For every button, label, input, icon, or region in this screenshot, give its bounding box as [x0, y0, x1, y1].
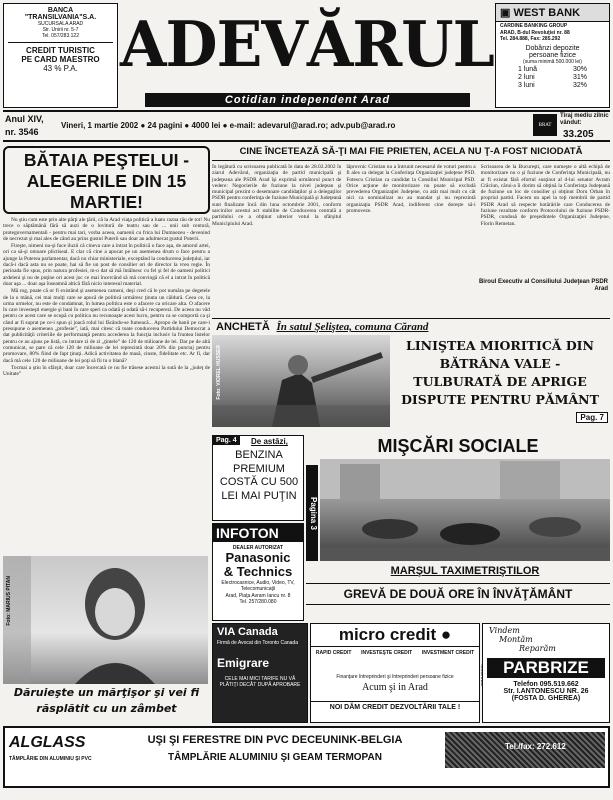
west-bank-address: ARAD, B-dul Revoluţiei nr. 88: [500, 30, 570, 36]
bank-name: "TRANSILVANIA"S.A.: [24, 14, 97, 21]
masthead-subtitle: Cotidian independent Arad: [145, 93, 470, 107]
parbrize-ad: [482, 623, 610, 723]
ancheta-headline[interactable]: LINIŞTEA MIORITICĂ DIN BĂTRÂNA VALE - TULBURATĂ DE APRIGE DISPUTE PENTRU PĂMÂNT: [401, 338, 599, 407]
bank-address: Str. Unirii nr. 5-7: [42, 27, 79, 33]
alglass-brand: ALGLASS: [9, 734, 86, 751]
parbrize-address: Str. I.ANTONESCU NR. 26: [503, 688, 589, 695]
parbrize-line-3: Reparăm: [519, 644, 556, 653]
microcredit-offer-2: INVESTEŞTE CREDIT: [361, 650, 413, 656]
bank-transilvania-ad: [3, 3, 118, 108]
circulation-label: Tiraj mediu zilnic vândut:: [560, 113, 609, 126]
bank-title: BANCA: [47, 7, 74, 14]
microcredit-line: Finanţare întreprinderi şi întreprinderi persoane fizice: [336, 674, 454, 680]
ancheta-label: ANCHETĂ: [216, 321, 270, 333]
parbrize-title: PARBRIZE: [487, 658, 605, 678]
via-canada-ad: [212, 623, 308, 723]
microcredit-offer-3: INVESTMENT CREDIT: [421, 650, 475, 656]
credit-rate: 43 % P.A.: [43, 64, 78, 73]
issue-number: nr. 3546: [5, 127, 39, 137]
social-caption-1[interactable]: MARŞUL TAXIMETRIŞTILOR: [390, 565, 540, 577]
woman-portrait-illustration: [3, 556, 208, 684]
dateline-bar: [3, 110, 610, 142]
psd-headline[interactable]: CINE ÎNCETEAZĂ SĂ-ŢI MAI FIE PRIETEN, ACELA NU Ţ-A FOST NICIODATĂ: [212, 146, 610, 161]
microcredit-ad: [310, 623, 480, 723]
alglass-line-2: TÂMPLĂRIE ALUMINIU ŞI GEAM TERMOPAN: [168, 752, 382, 763]
lead-headline[interactable]: BĂTAIA PEŞTELUI - ALEGERILE DIN 15 MARTIE!: [3, 146, 210, 214]
via-note: CELE MAI MICI TARIFE NU VĂ PLĂTIŢI DECÂT DUPĂ APROBARE: [219, 676, 301, 688]
infoton-brand-2: & Technics: [223, 564, 293, 579]
west-bank-tagline: CARDINE BANKING GROUP: [500, 23, 568, 29]
psd-col-3: Scrisoarea de la Bucureşti, care numeşte o altă echipă de monitorizare nu o şi fuziune de Conferinţa Municipală, nu ar fi existat fără efortul susţinut al d-lui senator Avram Crăciun, cărui-a îi dorim să obţină la Conferinţa Judeţeană de fuziune un loc de consilier şi obţinut Doru Orban în propriul partid. Facem un apel la toţi membrii de partid PSDR Arad să respecte hotărârile care Conducerea de fuziune rezultate conform Protocolului de fuziune PSDR-PSDR, condusă de preşedintele Organizaţiei Judeţene, Florin Remetan.: [480, 164, 610, 227]
masthead-logo-text: ADEVĂRUL: [120, 8, 494, 82]
lead-para-1: Nu ştiu cum este prin alte părţi ale ţării, că la Arad viaţa politică a luato razna rău de tot! Nu trece o săptămână fără să auzi de o lovitură de teatru sau de ... unii sub centură, proteguvernamentali - pentru mai tari, vorba aceea, oamenii cu frica lui Dumnezeu - devenind de necrezut şi mai ales de când au prins gustul Puterii sau doar au adulmecat gustul Puterii.: [3, 217, 210, 242]
alglass-contact: Tel./fax: 272.612: [505, 742, 566, 751]
deposit-rates: [496, 65, 609, 91]
man-pointing-illustration: [212, 335, 390, 427]
brat-logo: BRAT: [533, 114, 557, 136]
fuel-today: De astăzi,: [251, 437, 288, 446]
taxi-street-illustration: [320, 459, 610, 561]
ancheta-location: În satul Şeliştea, comuna Cărand: [276, 321, 429, 333]
west-bank-phone: Tel. 284.888, Fax: 285.292: [500, 36, 561, 42]
social-title[interactable]: MIŞCĂRI SOCIALE: [377, 436, 539, 456]
infoton-sub: Electrocasnice, Audio, Video, TV, Telecomunicaţii: [221, 580, 295, 592]
microcredit-logo-icon: ●: [440, 625, 452, 644]
psd-article: [212, 146, 610, 318]
lead-para-4: Tocmai a ştiu în sfârşit, doar care încercată ce nu fie trăsese acestui la sută de la „judeţ de Unitate”: [3, 364, 210, 378]
parbrize-line-2: Montăm: [499, 635, 533, 644]
issue-year: Anul XIV,: [5, 114, 44, 124]
ancheta-photo-credit: Foto: VIOREL HUSSER: [216, 345, 222, 400]
ancheta-photo: [212, 335, 390, 427]
parbrize-services: [483, 624, 609, 655]
deposit-min: (suma minimă 500.000 lei): [523, 59, 582, 65]
psd-signature: Biroul Executiv al Consiliului Judeţean PSDR Arad: [478, 279, 608, 292]
via-sub: Firmă de Avocat din Toronto Canada: [217, 640, 298, 646]
alglass-sub: TÂMPLĂRIE DIN ALUMINIU ŞI PVC: [9, 756, 92, 762]
infoton-title: INFOTON: [213, 524, 303, 542]
infoton-address: Arad, Piaţa Avram Iancu nr. 8: [225, 593, 291, 599]
microcredit-offers: [311, 650, 479, 656]
infoton-ad: [212, 523, 304, 621]
infoton-brand-1: Panasonic: [225, 550, 291, 565]
parbrize-phone: Telefon 095.519.662: [513, 681, 579, 688]
deposit-title: Dobânzi depozite: [525, 45, 580, 52]
credit-line-2: PE CARD MAESTRO: [21, 55, 100, 64]
social-photo: [320, 459, 610, 561]
lead-body: [3, 217, 210, 603]
west-bank-logo-icon: ▣: [500, 7, 514, 19]
fuel-box: [212, 435, 304, 521]
social-section: [306, 435, 610, 617]
microcredit-slogan: NOI DĂM CREDIT DEZVOLTĂRII TALE !: [311, 701, 479, 711]
west-bank-name-text: WEST BANK: [513, 7, 581, 19]
rate-row: 2 luni 31%: [518, 74, 587, 81]
via-title: VIA Canada: [217, 626, 278, 638]
infoton-phone: Tel. 257/280.080: [239, 599, 277, 605]
martisor-caption-2[interactable]: răsplătit cu un zâmbet: [36, 702, 177, 715]
social-side-label[interactable]: Pagina 3: [306, 465, 318, 561]
lead-para-3: Mă rog, poate că or fi existând şi asemenea cameni, deşi cred că le pot număra pe degetele de la o mână, cei mai mulţi care se apucă de politică urmăresc ţinuta un căldură. Ceea ce, la urma urmelor, nu este de condamnat, în lumea politica este o afacere ca oricare alta. O afacere în care investeşti energie şi bani în care speri ca odată şi odată să-i recuperezi. De aceea nu văd pentru ce acest care se ocupă cu politica nu recunoaşte acest lucru, pentru ca se comportă ca şi când ar fi suprat pe ce-i spun şi joacă rolul lui făcându-se fumeacă... Apropo de banii pe care-i presupune o asemenea „profesie”, iată, mai citesc că toate conducerea Partidului Democrat a dat publicităţii criteriile de performanţă pentru accederea la funcţia inclusiv la fruntea listelor pentru ce au ajuns pe listă, cu intrare zi de zi „ţintele” de 120 de milioane de lei. Dar pe de altă comunicat, se pare că cele 120 de milioane de lei reprezintă doar 20% din punctaj pentru promovare, 80% fiind de fapt ţinuţi. Adică activitatea de masă, cinste, fidelitate etc. Ar fi, dar dacă mă cele 120 de milioane de lei poţi să fii tu o blană?: [3, 288, 210, 364]
fuel-text[interactable]: BENZINA PREMIUM COSTĂ CU 500 LEI MAI PUŢIN: [219, 449, 299, 502]
alglass-line-1: UŞI ŞI FERESTRE DIN PVC DECEUNINK-BELGIA: [147, 734, 403, 746]
bank-branch: SUCURSALA ARAD: [37, 21, 84, 27]
rate-row: 3 luni 32%: [518, 82, 587, 89]
martisor-caption-1[interactable]: Dăruieşte un mărţişor şi vei fi: [13, 686, 200, 699]
social-caption-2[interactable]: GREVĂ DE DOUĂ ORE ÎN ÎNVĂŢĂMÂNT: [306, 583, 610, 605]
psd-col-1: În legătură cu scrisoarea publicată în data de 28.02.2002 în ziarul Adevărul, organizaţia de partid municipală şi judeţeana ale PSDR Arad îşi exprimă următorul punct de vedere: Negocierile de fuziune la nivel judeţean şi municipal prezint o desemnare candidaţilor şi a delegaţilor PSDR pentru conferinţa de fuziune Municipală şi Judeţeană sunt finalizate încă din luna octombrie 2001, conform sarcinilor acestui act stabilite de Conducerea centrală a partidului ce a obţinut ulterior votul la sfârşitul Municipiului Arad.: [212, 164, 342, 227]
deposit-sub: persoane fizice: [528, 52, 577, 59]
infoton-dealer: DEALER AUTORIZAT: [232, 545, 284, 551]
circulation-value: 33.205: [563, 129, 594, 140]
ancheta-header: [212, 319, 610, 335]
parbrize-note: (FOSTA D. GHEREA): [511, 695, 581, 702]
bank-phone: Tel. 057/283.122: [42, 33, 79, 39]
masthead-title: [120, 0, 492, 92]
microcredit-now: Acum şi in Arad: [362, 682, 428, 693]
microcredit-brand-text: micro credit: [338, 625, 437, 644]
lead-article: [3, 146, 210, 614]
microcredit-brand: [311, 624, 479, 647]
martisor-section: [3, 576, 210, 724]
ancheta-page[interactable]: Pag. 7: [576, 412, 608, 423]
alglass-banner: [3, 726, 610, 788]
fuel-page[interactable]: Pag. 4: [213, 436, 240, 445]
martisor-photo-credit: Foto: MARIUS PITAN: [6, 576, 12, 626]
west-bank-ad: [495, 3, 610, 108]
via-program: Emigrare: [217, 656, 270, 670]
dateline-text: Vineri, 1 martie 2002 ● 24 pagini ● 4000 lei ● e-mail: adevarul@arad.ro; adv.pub@arad.ro: [61, 121, 396, 130]
psd-col-2: lăprovnic Cristian nu a întrunit necesarul de voturi pentru a fi ales ca delegat la Conferinţa Organizaţiei judeţene PSD. Fotescu Cristian ca candidat la Consiliul Municipal PSD. Orice acţiune de monitorizare nu poate să excludă prevederea Organizaţiei Judeţene, cu atât mai mult cu cât nici ca nominalizat nu au mandat şi nu reprezintă organizaţia PSDR Arad, indiferent cine doreşte să-i promoveze.: [346, 164, 476, 215]
ancheta-section: [212, 318, 610, 432]
lead-para-2: Fireşte, nimeni nu-şi face iluzii că cineva care a intrat în politică o face aşa, de amorul artei, ori ca să-şi omoare plictiseal. E clar că cine a apucat pe un asemenea drum o face pentru a ajunge la Puterea parlamentar, dacă nu chiar ministeriale, exceptând la conducerea judeţului, iar dacă-i dacă asta nu se poate, hai să fie un post de consilier ori de director la vreo regie. În perioada fie spus, prin natura profesiei, m-o dat să mă întâlnesc cu fel şi fel de oameni politici ardeleni şi nu de puţine ori acest joc ce mai încercând să mă convingă că el a intrat în politică doar aşa ... doar aşa înseamnă altică fără nicio interesul material.: [3, 243, 210, 287]
credit-line-1: CREDIT TURISTIC: [26, 46, 95, 55]
microcredit-offer-1: RAPID CREDIT: [315, 650, 352, 656]
west-bank-name: [496, 4, 609, 22]
parbrize-line-1: Vindem: [489, 626, 520, 635]
martisor-photo: [3, 556, 208, 684]
psd-columns: [212, 164, 610, 280]
rate-row: 1 lună 30%: [518, 66, 587, 73]
